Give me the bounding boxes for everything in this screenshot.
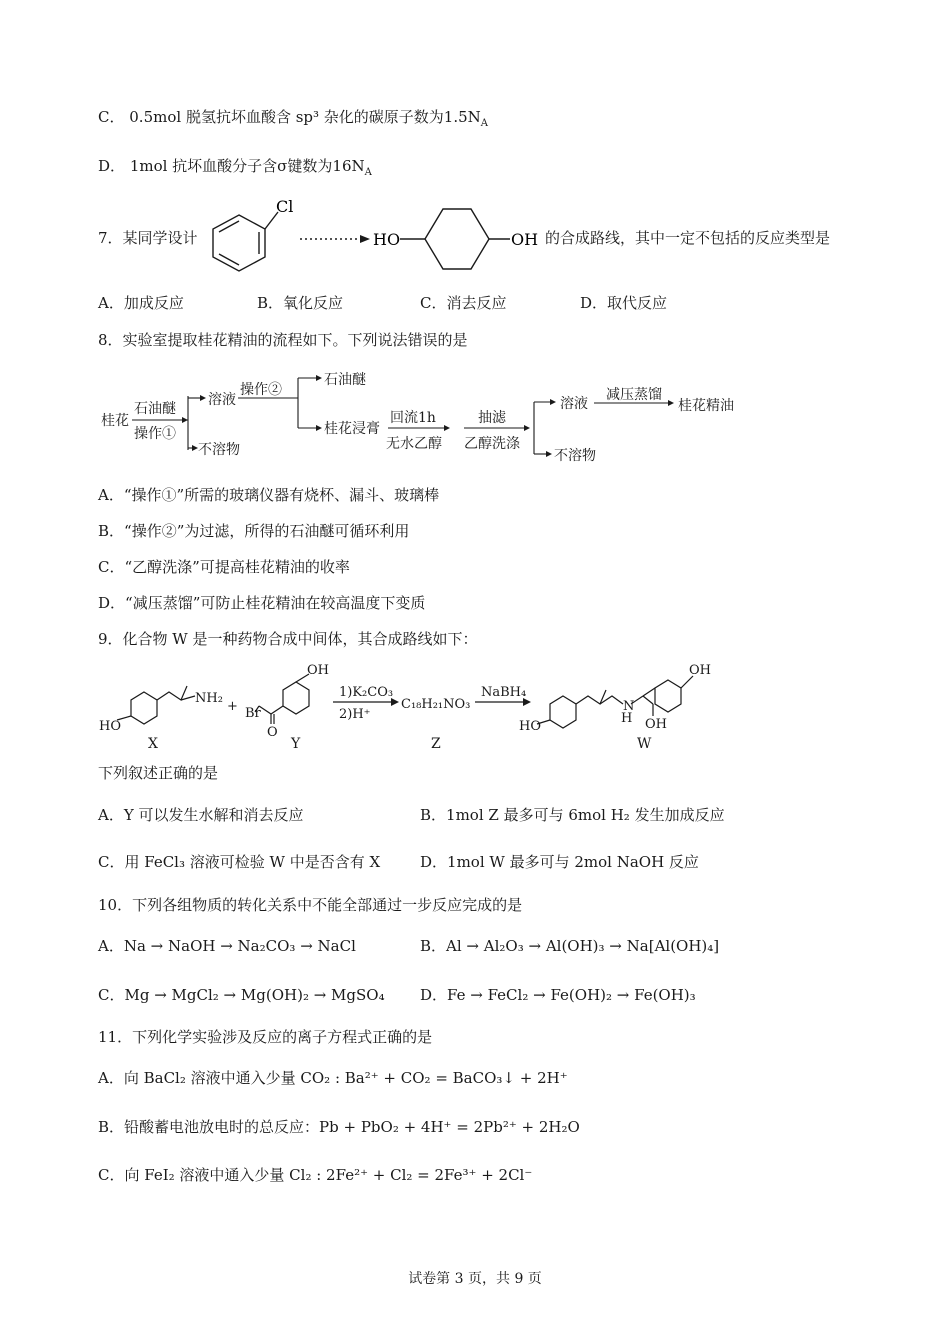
w-ho: HO [519, 719, 541, 734]
q9-stem: 9．化合物 W 是一种药物合成中间体，其合成路线如下： [98, 630, 478, 648]
z-formula: C₁₈H₂₁NO₃ [401, 697, 471, 712]
oh-label: OH [511, 230, 539, 249]
q9-option-a: A．Y 可以发生水解和消去反应 [98, 806, 304, 824]
w-n: N [623, 699, 635, 714]
q10-option-d: D．Fe → FeCl₂ → Fe(OH)₂ → Fe(OH)₃ [420, 986, 696, 1004]
flow-op1: 操作① [134, 426, 176, 442]
flow-filter: 抽滤 [478, 410, 506, 426]
flow-product: 桂花精油 [678, 398, 734, 414]
x-ring [131, 692, 157, 724]
y-o: O [267, 725, 278, 740]
flow-residue1: 不溶物 [198, 442, 240, 458]
cl-label: Cl [276, 197, 294, 216]
q9-sub-stem: 下列叙述正确的是 [98, 764, 219, 782]
q9-scheme [95, 660, 735, 760]
q8-option-b: B．“操作②”为过滤，所得的石油醚可循环利用 [98, 522, 410, 540]
cond-2: 2)H⁺ [339, 707, 371, 722]
label-z: Z [431, 736, 441, 752]
q8-option-d: D．“减压蒸馏”可防止桂花精油在较高温度下变质 [98, 594, 426, 612]
flow-solution1: 溶液 [208, 392, 236, 408]
page-footer: 试卷第 3 页，共 9 页 [408, 1271, 542, 1287]
y-oh: OH [307, 663, 329, 678]
cond-1: 1)K₂CO₃ [339, 685, 394, 700]
w-ring-right [655, 680, 681, 712]
flow-residue2: 不溶物 [554, 448, 596, 464]
label-y: Y [291, 736, 301, 752]
q10-stem: 10．下列各组物质的转化关系中不能全部通过一步反应完成的是 [98, 896, 523, 914]
ho-label: HO [373, 230, 401, 249]
q7-lead: 7．某同学设计 [98, 229, 198, 247]
q11-option-a: A．向 BaCl₂ 溶液中通入少量 CO₂ : Ba²⁺ + CO₂ = BaCO₃↓ + 2H⁺ [98, 1069, 568, 1087]
flow-op2: 操作② [240, 382, 282, 398]
q10-option-a: A．Na → NaOH → Na₂CO₃ → NaCl [98, 937, 356, 955]
x-ho: HO [99, 719, 121, 734]
q7-scheme [200, 195, 545, 275]
q9-option-c: C．用 FeCl₃ 溶液可检验 W 中是否含有 X [98, 853, 381, 871]
q7-option-a: A．加成反应 [98, 294, 184, 312]
q9-option-b: B．1mol Z 最多可与 6mol H₂ 发生加成反应 [420, 806, 725, 824]
label-w: W [637, 736, 652, 752]
flow-start: 桂花 [101, 413, 129, 429]
cyclohexane-structure [400, 209, 510, 269]
q6-option-d: D． 1mol 抗坏血酸分子含σ键数为$16N_A$ [98, 157, 372, 178]
reagent-nabh4: NaBH₄ [481, 685, 527, 700]
flow-ethanol: 无水乙醇 [386, 436, 442, 452]
flow-solution2: 溶液 [560, 396, 588, 412]
flow-petroleum: 石油醚 [324, 372, 366, 388]
label-x: X [148, 736, 158, 752]
q7-option-b: B．氧化反应 [257, 294, 344, 312]
q8-stem: 8．实验室提取桂花精油的流程如下。下列说法错误的是 [98, 331, 468, 349]
plus-sign: + [227, 699, 238, 714]
w-ring-left [550, 696, 576, 728]
chlorobenzene-structure [213, 212, 278, 271]
q10-option-c: C．Mg → MgCl₂ → Mg(OH)₂ → MgSO₄ [98, 986, 385, 1004]
q11-option-b: B．铅酸蓄电池放电时的总反应：Pb + PbO₂ + 4H⁺ = 2Pb²⁺ + 2H₂O [98, 1118, 580, 1136]
q8-option-a: A．“操作①”所需的玻璃仪器有烧杯、漏斗、玻璃棒 [98, 486, 440, 504]
w-h: H [621, 711, 633, 726]
flow-reflux: 回流1h [390, 410, 436, 426]
q7-option-c: C．消去反应 [420, 294, 507, 312]
q8-option-c: C．“乙醇洗涤”可提高桂花精油的收率 [98, 558, 350, 576]
q8-flowchart [98, 362, 758, 472]
q6-option-c: C． 0.5mol 脱氢抗坏血酸含 sp³ 杂化的碳原子数为$1.5N_A$ [98, 108, 489, 129]
q7-option-d: D．取代反应 [580, 294, 668, 312]
q10-option-b: B．Al → Al₂O₃ → Al(OH)₃ → Na[Al(OH)₄] [420, 937, 720, 955]
x-nh2: NH₂ [195, 691, 223, 706]
w-oh-side: OH [645, 717, 667, 732]
flow-extract: 桂花浸膏 [324, 421, 380, 437]
y-br: Br [245, 706, 261, 721]
w-oh-top: OH [689, 663, 711, 678]
q7-tail: 的合成路线，其中一定不包括的反应类型是 [545, 229, 831, 247]
flow-wash: 乙醇洗涤 [464, 436, 520, 452]
flow-reagent1: 石油醚 [134, 401, 176, 417]
q9-option-d: D．1mol W 最多可与 2mol NaOH 反应 [420, 853, 699, 871]
flow-distill: 减压蒸馏 [606, 387, 662, 403]
q11-option-c: C．向 FeI₂ 溶液中通入少量 Cl₂ : 2Fe²⁺ + Cl₂ = 2Fe³⁺ + 2Cl⁻ [98, 1166, 533, 1184]
q11-stem: 11．下列化学实验涉及反应的离子方程式正确的是 [98, 1028, 433, 1046]
y-ring [283, 682, 309, 714]
